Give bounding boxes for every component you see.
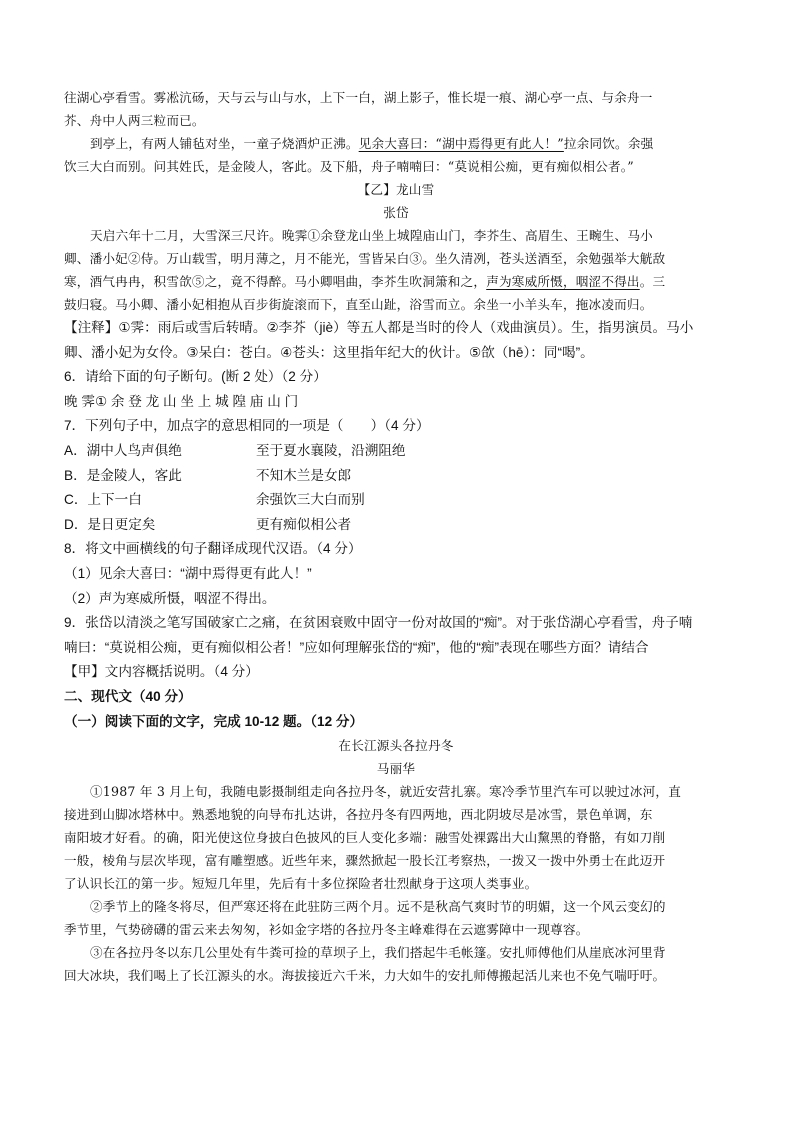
question-8-item-1: （1）见余大喜曰：“湖中焉得更有此人！” — [64, 565, 312, 581]
option-b — [64, 464, 728, 489]
question-6-sentence: 晚 霁① 余 登 龙 山 坐 上 城 隍 庙 山 门 — [64, 393, 299, 409]
question-7: 7．下列句子中，加点字的意思相同的一项是（ ）（4 分） — [64, 418, 430, 434]
underlined-sentence: 声为寒威所慑，咽涩不得出 — [486, 274, 640, 289]
text-span: 寒，酒气冉冉，积雪欱⑤之，竟不得醉。马小卿唱曲，李芥生吹洞箫和之， — [64, 274, 487, 289]
option-compare: 更有痴似相公者 — [256, 516, 352, 532]
notes-line: 【注释】①霁：雨后或雪后转晴。②李芥（jiè）等五人都是当时的伶人（戏曲演员）。生，指男演员。马小 — [64, 320, 694, 335]
option-text: C．上下一白 — [64, 492, 142, 508]
subsection-heading: （一）阅读下面的文字，完成 10-12 题。（12 分） — [64, 713, 364, 729]
article-title: 在长江源头各拉丹冬 — [338, 738, 454, 754]
article-line: ②季节上的隆冬将尽，但严寒还将在此驻防三两个月。远不是秋高气爽时节的明媚，这一个风云变幻的 — [90, 899, 666, 915]
passage-jia-paragraph — [64, 132, 728, 155]
article-line: 接进到山脚冰塔林中。熟悉地貌的向导布扎达讲，各拉丹冬有四两地，西北阴坡尽是冰雪，景色单调，东 — [64, 807, 653, 823]
question-9-line: 9．张岱以清淡之笔写国破家亡之痛，在贫困衰败中固守一份对故国的“痴”。对于张岱湖心亭看雪，舟子喃 — [64, 615, 693, 631]
underlined-sentence: 见余大喜曰：“湖中焉得更有此人！” — [358, 136, 564, 151]
option-text: A．湖中人鸟声俱绝 — [64, 442, 182, 458]
option-text: B．是金陵人，客此 — [64, 467, 182, 483]
option-a — [64, 439, 728, 464]
passage-yi-line: 卿、潘小妃②侍。万山载雪，明月薄之，月不能光，雪皆呆白③。坐久清冽，苍头送酒至，余勉强举大觥敌 — [64, 251, 666, 266]
article-line: 南阳坡才好看。的确，阳光使这位身披白色披风的巨人变化多端：融雪处裸露出大山黧黑的脊骼，有如刀削 — [64, 830, 666, 846]
text-span: 拉余同饮。余强 — [563, 136, 654, 151]
passage-jia-line: 饮三大白而别。问其姓氏，是金陵人，客此。及下船，舟子喃喃曰：“莫说相公痴，更有痴似相公者。” — [64, 159, 634, 174]
passage-yi-author: 张岱 — [383, 205, 409, 220]
question-9-line: 【甲】文内容概括说明。（4 分） — [64, 664, 259, 680]
section-heading: 二、现代文（40 分） — [64, 688, 192, 704]
option-d — [64, 513, 728, 538]
article-line: 回大冰块，我们喝上了长江源头的水。海拔接近六千米，力大如牛的安扎师傅搬起活儿来也不免气喘吁吁。 — [64, 968, 666, 984]
text-span: 到亭上，有两人铺毡对坐，一童子烧酒炉正沸。 — [90, 136, 359, 151]
option-text: D．是日更定矣 — [64, 516, 156, 532]
option-compare: 至于夏水襄陵，沿溯阻绝 — [256, 442, 406, 458]
passage-yi-line: 鼓归寝。马小卿、潘小妃相抱从百步街旋滚而下，直至山趾，浴雪而立。余坐一小羊头车，拖冰凌而归。 — [64, 297, 653, 312]
passage-yi-title: 【乙】龙山雪 — [357, 182, 435, 197]
passage-jia-line: 芥、舟中人两三粒而已。 — [64, 113, 205, 128]
option-compare: 不知木兰是女郎 — [256, 467, 352, 483]
question-6: 6．请给下面的句子断句。(断 2 处）（2 分） — [64, 369, 327, 385]
passage-yi-line — [64, 270, 728, 293]
text-span: 。三 — [639, 274, 666, 289]
passage-yi-line: 天启六年十二月，大雪深三尺许。晚霁①余登龙山坐上城隍庙山门，李芥生、高眉生、王畹生、马小 — [90, 228, 653, 243]
option-c — [64, 488, 728, 513]
article-line: 了认识长江的第一步。短短几年里，先后有十多位探险者壮烈献身于这项人类事业。 — [64, 876, 538, 892]
article-line: ③在各拉丹冬以东几公里处有牛粪可捡的草坝子上，我们搭起牛毛帐篷。安扎师傅他们从崖底冰河里背 — [90, 945, 666, 961]
question-8-item-2: （2）声为寒威所慑，咽涩不得出。 — [64, 590, 276, 606]
option-compare: 余强饮三大白而别 — [256, 492, 365, 508]
article-line: ①1987 年 3 月上旬，我随电影摄制组走向各拉丹冬，就近安营扎寨。寒冷季节里汽车可以驶过冰河，直 — [90, 784, 682, 800]
article-line: 一般，棱角与层次毕现，富有雕塑感。近些年来，骤然掀起一股长江考察热，一拨又一拨中外勇士在此迈开 — [64, 853, 666, 869]
article-author: 马丽华 — [376, 761, 416, 777]
notes-line: 卿、潘小妃为女伶。③呆白：苍白。④苍头：这里指年纪大的伙计。⑤欱（hē）：同“喝”。 — [64, 344, 594, 360]
article-line: 季节里，气势磅礴的雷云来去匆匆，衫如金字塔的各拉丹冬主峰难得在云遮雾障中一现尊容。 — [64, 922, 589, 938]
question-9-line: 喃曰：“莫说相公痴，更有痴似相公者！”应如何理解张岱的“痴”，他的“痴”表现在哪些方面？请结合 — [64, 639, 649, 655]
document-page — [64, 86, 728, 987]
passage-jia-line: 往湖心亭看雪。雾凇沆砀，天与云与山与水，上下一白，湖上影子，惟长堤一痕、湖心亭一点、与余舟一 — [64, 90, 653, 105]
question-8: 8．将文中画横线的句子翻译成现代汉语。（4 分） — [64, 541, 362, 557]
